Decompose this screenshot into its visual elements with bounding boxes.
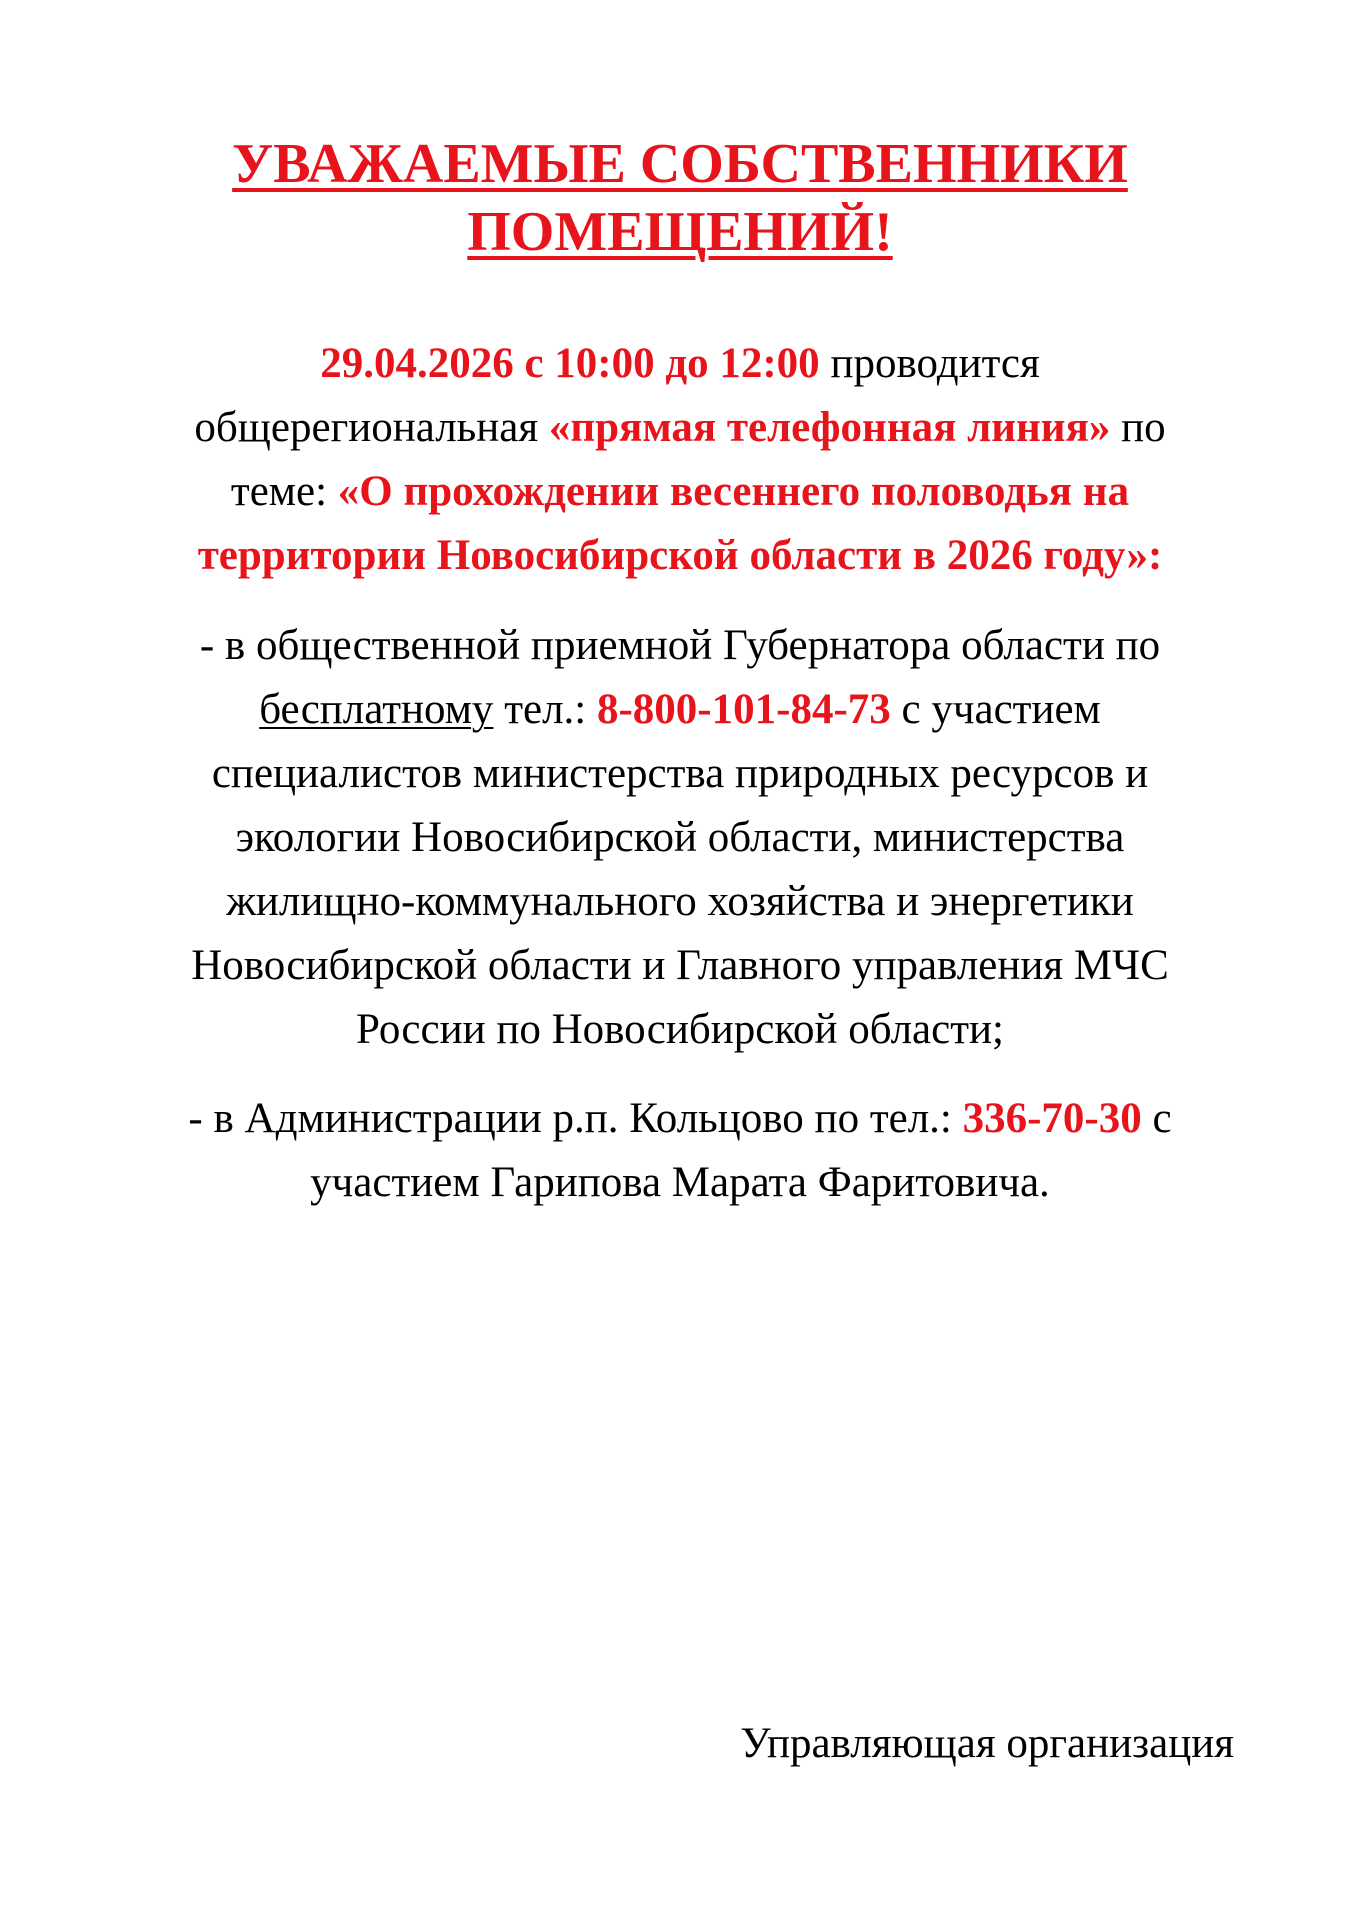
list-item-koltsovo-administration <box>100 1087 1260 1215</box>
title-line-1: УВАЖАЕМЫЕ СОБСТВЕННИКИ <box>232 133 1128 195</box>
title-line-2: ПОМЕЩЕНИЙ! <box>467 201 893 263</box>
local-phone-number: 336-70-30 <box>962 1095 1142 1142</box>
event-datetime: 29.04.2026 с 10:00 до 12:00 <box>320 340 820 387</box>
item1-line-7: России по Новосибирской области; <box>356 1006 1004 1053</box>
item1-text-2: тел.: <box>493 686 597 733</box>
item1-line-4: экологии Новосибирской области, министерства <box>235 814 1125 861</box>
intro-text-3: по <box>1110 404 1166 451</box>
topic-line-1: «О прохождении весеннего половодья на <box>337 468 1130 515</box>
topic-line-2: территории Новосибирской области в 2026 году»: <box>197 532 1163 579</box>
item1-line-5: жилищно-коммунального хозяйства и энергетики <box>226 878 1134 925</box>
hotline-name: «прямая телефонная линия» <box>548 404 1111 451</box>
item1-text-1: - в общественной приемной Губернатора области по <box>199 622 1161 669</box>
item2-line-2: участием Гарипова Марата Фаритовича. <box>310 1159 1050 1206</box>
item2-text-2: с <box>1141 1095 1172 1142</box>
signature: Управляющая организация <box>740 1720 1234 1767</box>
item2-text-1: - в Администрации р.п. Кольцово по тел.: <box>188 1095 963 1142</box>
item1-line-3: специалистов министерства природных ресурсов и <box>211 750 1149 797</box>
item1-line-6: Новосибирской области и Главного управления МЧС <box>191 942 1169 989</box>
intro-text-4: теме: <box>230 468 338 515</box>
intro-text-1: проводится <box>819 340 1040 387</box>
list-item-governor-reception <box>100 614 1260 1062</box>
free-call-label: бесплатному <box>259 686 494 733</box>
intro-paragraph <box>100 332 1260 588</box>
intro-text-2: общерегиональная <box>194 404 549 451</box>
page-title <box>100 130 1260 266</box>
hotline-phone-number: 8-800-101-84-73 <box>596 686 891 733</box>
item1-text-3: с участием <box>890 686 1101 733</box>
